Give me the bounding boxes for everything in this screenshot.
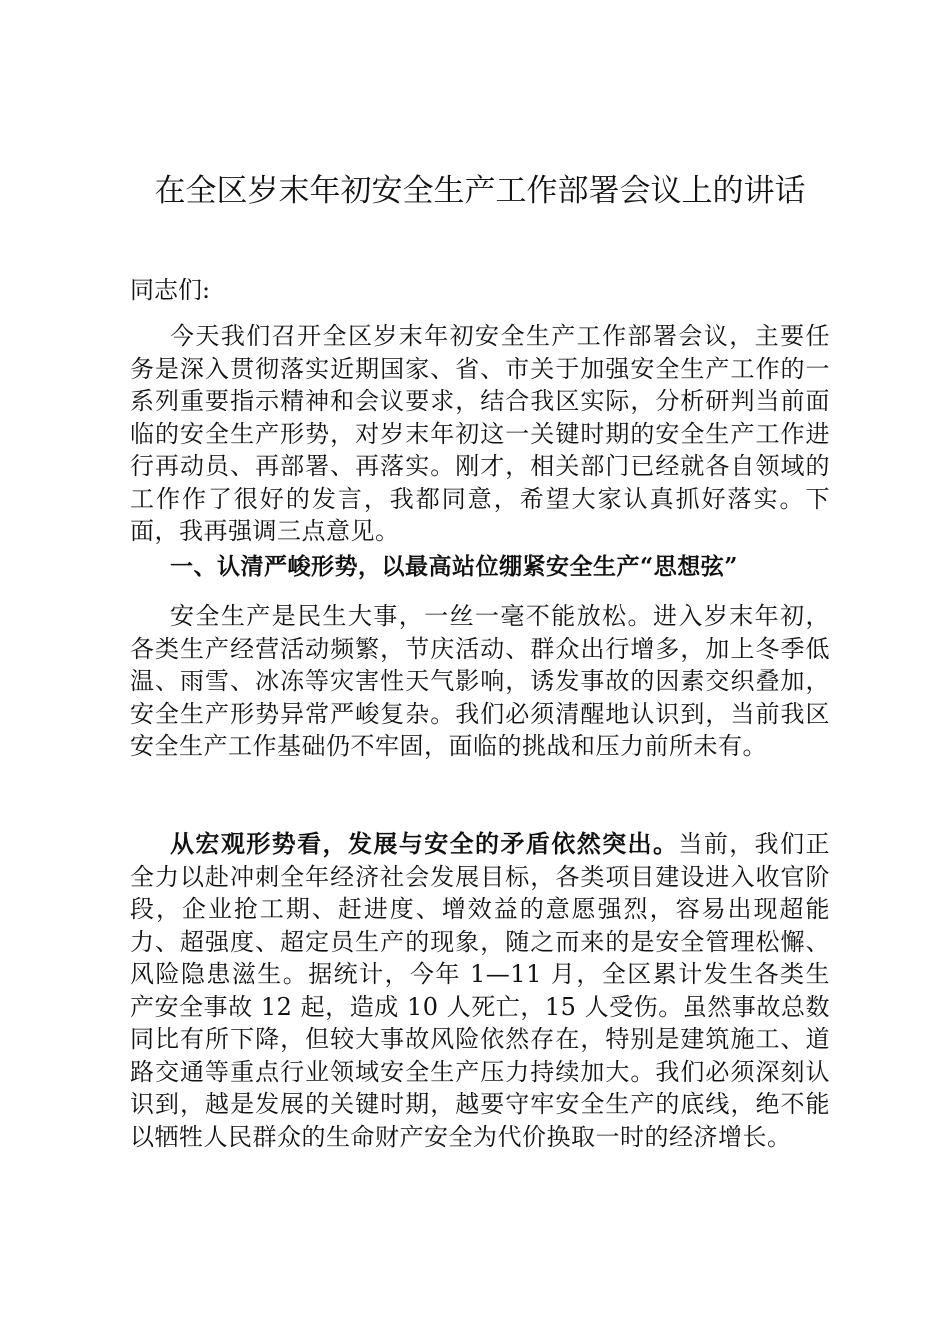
document-title: 在全区岁末年初安全生产工作部署会议上的讲话 xyxy=(154,173,806,209)
point-body: 当前，我们正全力以赴冲刺全年经济社会发展目标，各类项目建设进入收官阶段，企业抢工期、赶进度、增效益的意愿强烈，容易出现超能力、超强度、超定员生产的现象，随之而来的是安全管理松懈、风险隐患滋生。据统计，今年 1—11 月，全区累计发生各类生产安全事故 12 起，造成 10 人死亡，15 人受伤。虽然事故总数同比有所下降，但较大事故风险依然存在，特别是建筑施工、道路交通等重点行业领域安全生产压力持续加大。我们必须深刻认识到，越是发展的关键时期，越要守牢安全生产的底线，绝不能以牺牲人民群众的生命财产安全为代价换取一时的经济增长。 xyxy=(130,830,831,1151)
section-heading: 一、认清严峻形势，以最高站位绷紧安全生产“思想弦” xyxy=(170,553,738,580)
section-paragraph: 安全生产是民生大事，一丝一毫不能放松。进入岁末年初，各类生产经营活动频繁，节庆活动、群众出行增多，加上冬季低温、雨雪、冰冻等灾害性天气影响，诱发事故的因素交织叠加，安全生产形势异常严峻复杂。我们必须清醒地认识到，当前我区安全生产工作基础仍不牢固，面临的挑战和压力前所未有。 xyxy=(130,602,830,760)
intro-paragraph: 今天我们召开全区岁末年初安全生产工作部署会议，主要任务是深入贯彻落实近期国家、省、市关于加强安全生产工作的一系列重要指示精神和会议要求，结合我区实际，分析研判当前面临的安全生产形势，对岁末年初这一关键时期的安全生产工作进行再动员、再部署、再落实。刚才，相关部门已经就各自领域的工作作了很好的发言，我都同意，希望大家认真抓好落实。下面，我再强调三点意见。 xyxy=(130,322,830,545)
point-paragraph xyxy=(130,828,830,1153)
salutation: 同志们: xyxy=(130,276,211,304)
point-lead: 从宏观形势看，发展与安全的矛盾依然突出。 xyxy=(170,829,679,858)
